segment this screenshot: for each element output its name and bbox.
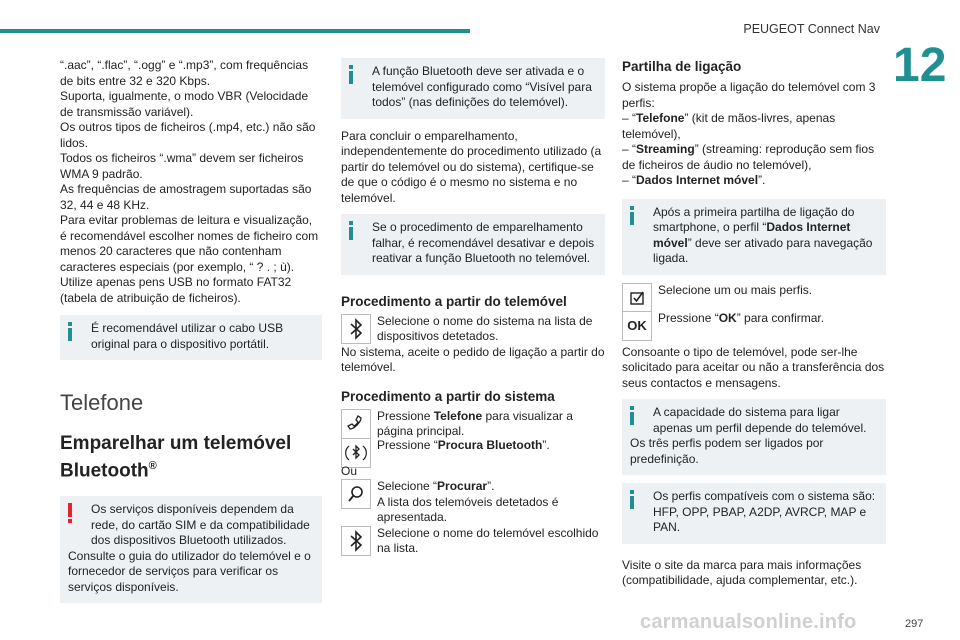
- step-text: Pressione “OK” para confirmar.: [658, 310, 825, 325]
- share-intro: O sistema propõe a ligação do telemóvel com 3 perfis:: [622, 80, 876, 110]
- info-icon: [630, 206, 634, 225]
- profile-item: – “Dados Internet móvel”.: [622, 173, 766, 187]
- profile-item: – “Telefone” (kit de mãos-livres, apenas telemóvel),: [622, 111, 836, 141]
- info-box-bluetooth-visible: [341, 58, 605, 119]
- info-box-pairing-fail: [341, 214, 605, 275]
- system-procedure-title: Procedimento a partir do sistema: [341, 388, 555, 404]
- paragraph-visit: Visite o site da marca para mais informações (compatibilidade, ajuda complementar, etc.).: [622, 557, 862, 587]
- step-text: Selecione o nome do sistema na lista de dispositivos detetados.: [377, 313, 593, 343]
- intro-line: Utilize apenas pens USB no formato FAT32 (tabela de atribuição de ficheiros).: [60, 275, 292, 305]
- bluetooth-icon: [341, 526, 371, 556]
- phone-procedure-title: Procedimento a partir do telemóvel: [341, 293, 567, 309]
- info-text: Se o procedimento de emparelhamento falhar, é recomendável desativar e depois reativar a função Bluetooth no telemóvel.: [372, 220, 595, 265]
- step-row: [622, 283, 886, 313]
- warning-icon: [68, 503, 72, 523]
- pair-title: [60, 432, 322, 482]
- ok-icon: OK: [622, 311, 652, 341]
- column-left: [60, 58, 322, 603]
- checkbox-icon: [622, 283, 652, 313]
- step-row: [341, 314, 605, 345]
- intro-line: Suporta, igualmente, o modo VBR (Velocidade de transmissão variável).: [60, 89, 309, 119]
- info-text: A capacidade do sistema para ligar apenas um perfil depende do telemóvel.: [653, 405, 867, 435]
- info-icon: [630, 490, 634, 509]
- step-text: Selecione o nome do telemóvel escolhido na lista.: [377, 525, 599, 555]
- share-title: Partilha de ligação: [622, 59, 742, 74]
- intro-line: Para evitar problemas de leitura e visualização, é recomendável escolher nomes de ficheiro com menos 20 caracteres que não contenham caracteres especiais (por exemplo, “ ? . ; ù).: [60, 213, 319, 274]
- info-box-compatible-profiles: [622, 483, 886, 544]
- info-text: Após a primeira partilha de ligação do smartphone, o perfil “Dados Internet móvel” deve ser ativado para navegação ligada.: [653, 204, 873, 265]
- warning-box-services: [60, 496, 322, 603]
- info-box-capacity: [622, 399, 886, 475]
- info-text: É recomendável utilizar o cabo USB original para o dispositivo portátil.: [91, 321, 284, 351]
- column-right: [622, 58, 886, 589]
- warning-text: Os serviços disponíveis dependem da rede, do cartão SIM e da compatibilidade dos dispositivos Bluetooth utilizados.: [91, 502, 310, 548]
- info-text: Os três perfis podem ser ligados por predefinição.: [630, 436, 824, 466]
- phone-icon: [341, 409, 371, 439]
- intro-line: Os outros tipos de ficheiros (.mp4, etc.) não são lidos.: [60, 120, 316, 150]
- header-accent-bar: [0, 29, 470, 33]
- column-middle: [341, 58, 605, 557]
- step-text: Selecione “Procurar”. A lista dos telemóveis detetados é apresentada.: [377, 479, 559, 524]
- magnifier-icon: [341, 479, 371, 509]
- step-text: Selecione um ou mais perfis.: [658, 282, 813, 297]
- running-header: PEUGEOT Connect Nav: [743, 22, 880, 36]
- step-row: [341, 409, 605, 440]
- warning-text: Consulte o guia do utilizador do telemóvel e o fornecedor de serviços para verificar os serviços disponíveis.: [68, 548, 311, 594]
- registered-mark: ®: [148, 460, 157, 472]
- step-row: [341, 526, 605, 557]
- step-text: Pressione “Procura Bluetooth”.: [377, 437, 550, 452]
- info-box-usb-cable: [60, 315, 322, 360]
- info-icon: [349, 65, 353, 84]
- intro-line: As frequências de amostragem suportadas são 32, 44 e 48 KHz.: [60, 182, 312, 212]
- info-icon: [68, 322, 72, 341]
- info-box-first-share: [622, 199, 886, 275]
- info-text: A função Bluetooth deve ser ativada e o telemóvel configurado como “Visível para todos” (nas definições do telemóvel).: [372, 64, 592, 109]
- info-icon: [349, 221, 353, 240]
- info-text: Os perfis compatíveis com o sistema são: HFP, OPP, PBAP, A2DP, AVRCP, MAP e PAN.: [653, 489, 876, 534]
- section-title: Telefone: [60, 390, 144, 415]
- watermark: carmanualsonline.info: [640, 611, 857, 633]
- intro-line: “.aac”, “.flac”, “.ogg” e “.mp3”, com frequências de bits entre 32 e 320 Kbps.: [60, 58, 309, 88]
- step-accept-text: No sistema, aceite o pedido de ligação a partir do telemóvel.: [341, 344, 605, 374]
- pair-title-text: Emparelhar um telemóvel Bluetooth: [60, 433, 292, 482]
- paragraph-depending: Consoante o tipo de telemóvel, pode ser-lhe solicitado para aceitar ou não a transferência dos seus contactos e mensagens.: [622, 344, 885, 390]
- chapter-number: 12: [893, 39, 947, 92]
- info-icon: [630, 406, 634, 425]
- paragraph-conclude: Para concluir o emparelhamento, independentemente do procedimento utilizado (a partir do telemóvel ou do sistema), certifique-se de que o código é o mesmo no sistema e no telemóvel.: [341, 128, 602, 205]
- bluetooth-icon: [341, 314, 371, 344]
- step-row: [622, 311, 886, 341]
- page-number: 297: [905, 618, 924, 630]
- profile-item: – “Streaming” (streaming: reprodução sem fios de ficheiros de áudio no telemóvel),: [622, 142, 875, 172]
- intro-line: Todos os ficheiros “.wma” devem ser ficheiros WMA 9 padrão.: [60, 151, 304, 181]
- step-text: Pressione Telefone para visualizar a página principal.: [377, 408, 573, 438]
- or-text: Ou: [341, 463, 358, 478]
- step-row: [341, 479, 605, 526]
